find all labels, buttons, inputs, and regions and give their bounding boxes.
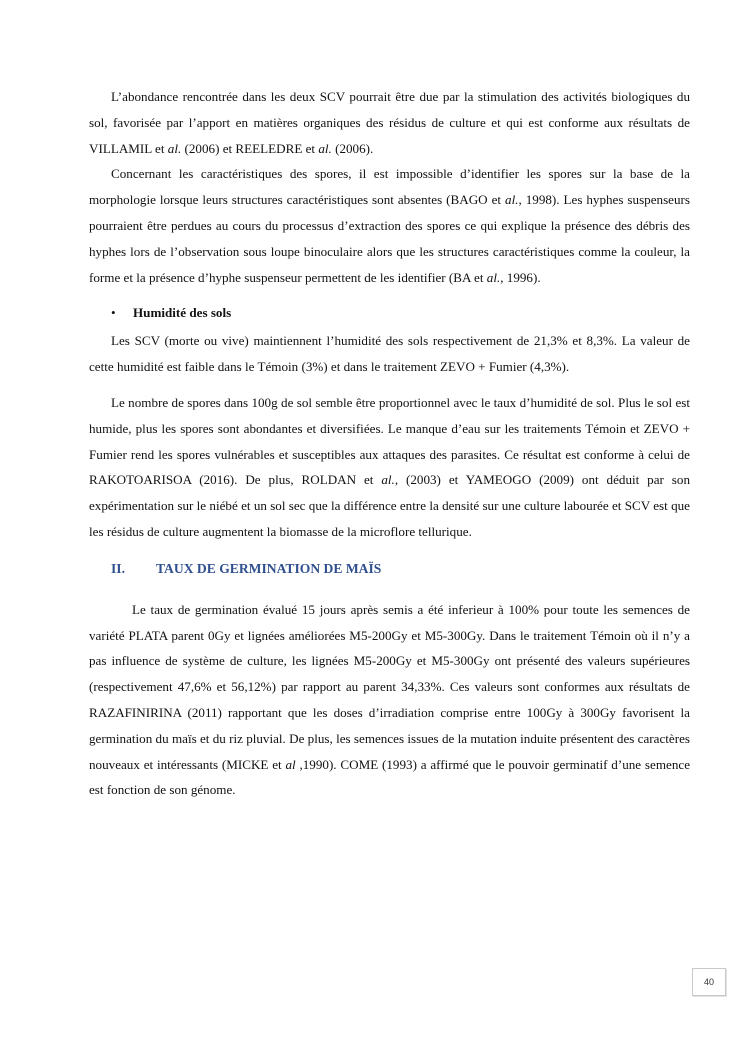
bullet-list	[89, 300, 690, 325]
paragraph-abundance: L’abondance rencontrée dans les deux SCV pourrait être due par la stimulation des activités biologiques du sol, favorisée par l’apport en matières organiques des résidus de culture et qui est conforme aux résultats de VILLAMIL et al. (2006) et REELEDRE et al. (2006).	[89, 89, 690, 156]
paragraph-spore-count: Le nombre de spores dans 100g de sol semble être proportionnel avec le taux d’humidité de sol. Plus le sol est humide, plus les spores sont abondantes et diversifiées. Le manque d’eau sur les traitements Témoin et ZEVO + Fumier rend les spores vulnérables et susceptibles aux attaques des parasites. Ce résultat est conforme à celui de RAKOTOARISOA (2016). De plus, ROLDAN et al., (2003) et YAMEOGO (2009) ont déduit par son expérimentation sur le niébé et un sol sec que la différence entre la densité sur une culture labourée et SCV est que les résidus de culture augmentent la biomasse de la microflore tellurique.	[89, 394, 690, 539]
section-title: TAUX DE GERMINATION DE MAÏS	[156, 560, 382, 576]
paragraph-humidity: Les SCV (morte ou vive) maintiennent l’humidité des sols respectivement de 21,3% et 8,3%. La valeur de cette humidité est faible dans le Témoin (3%) et dans le traitement ZEVO + Fumier (4,3%).	[89, 333, 690, 375]
section-number: II.	[111, 560, 125, 576]
bullet-icon: •	[111, 305, 116, 321]
bullet-heading: Humidité des sols	[133, 305, 232, 321]
paragraph-spore-characteristics: Concernant les caractéristiques des spores, il est impossible d’identifier les spores sur la base de la morphologie lorsque leurs structures caractéristiques sont absentes (BAGO et al., 1998). Les hyphes suspenseurs pourraient être perdues au cours du processus d’extraction des spores ce qui explique la présence des débris des hyphes lors de l’observation sous loupe binoculaire alors que les structures caractéristiques comme la couleur, la forme et la présence d’hyphe suspenseur permettent de les identifier (BA et al., 1996).	[89, 166, 690, 285]
paragraph-germination: Le taux de germination évalué 15 jours après semis a été inferieur à 100% pour toute les semences de variété PLATA parent 0Gy et lignées améliorées M5-200Gy et M5-300Gy. Dans le traitement Témoin où il n’y a pas influence de système de culture, les lignées M5-200Gy et M5-300Gy ont présenté des valeurs supérieures (respectivement 47,6% et 56,12%) par rapport au parent 34,33%. Ces valeurs sont conformes aux résultats de RAZAFINIRINA (2011) rapportant que les doses d’irradiation comprise entre 100Gy à 300Gy favorisent la germination du maïs et du riz pluvial. De plus, les semences issues de la mutation induite présentent des caractères nouveaux et intéressants (MICKE et al ,1990). COME (1993) a affirmé que le pouvoir germinatif d’une semence est fonction de son génome.	[89, 601, 690, 798]
page-number: 40	[692, 968, 726, 996]
document-page	[89, 84, 690, 803]
section-heading	[89, 556, 690, 581]
bullet-item-humidity	[89, 300, 690, 325]
